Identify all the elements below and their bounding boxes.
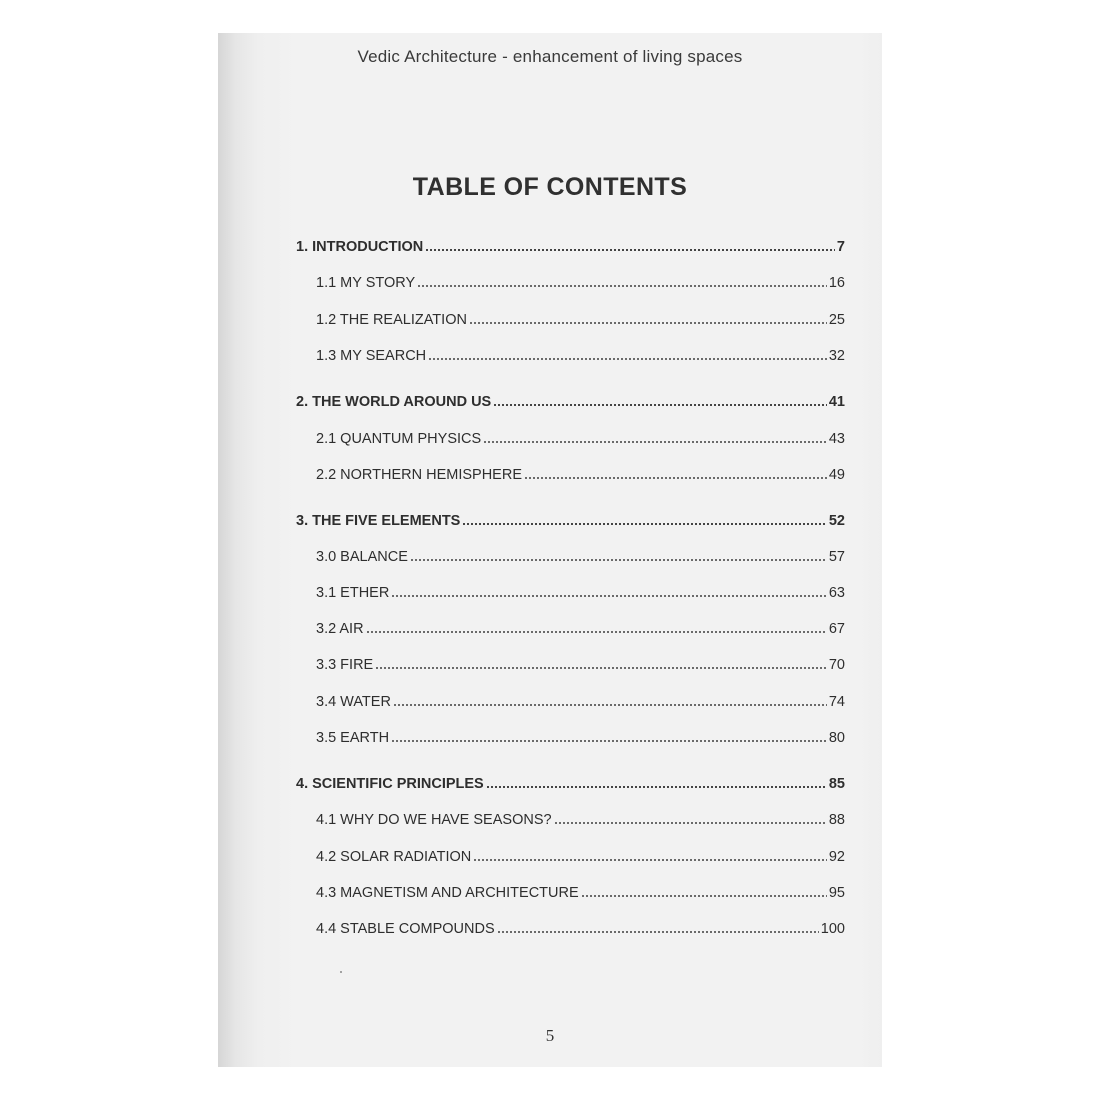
toc-chapter-entry <box>296 388 845 410</box>
dot-leader <box>493 404 827 406</box>
toc-entry-label: 4. SCIENTIFIC PRINCIPLES <box>296 776 484 792</box>
toc-entry-page: 25 <box>828 312 845 328</box>
print-speck <box>340 971 342 973</box>
toc-entry-page: 63 <box>828 585 845 601</box>
toc-entry-label: 1.2 THE REALIZATION <box>316 312 467 328</box>
toc-entry-label: 3.5 EARTH <box>316 730 390 746</box>
dot-leader <box>366 631 827 633</box>
toc-entry-page: 67 <box>828 621 845 637</box>
toc-subsection-entry <box>316 269 845 291</box>
toc-entry-page: 41 <box>828 394 845 410</box>
toc-entry-page: 43 <box>828 431 845 447</box>
dot-leader <box>428 358 827 360</box>
toc-subsection-entry <box>316 615 845 637</box>
toc-subsection-entry <box>316 425 845 447</box>
toc-entry-label: 3. THE FIVE ELEMENTS <box>296 513 461 529</box>
book-page <box>218 33 882 1067</box>
toc-entry-page: 100 <box>820 921 845 937</box>
page-number: 5 <box>545 1026 555 1045</box>
toc-subsection-entry <box>316 342 845 364</box>
dot-leader <box>497 931 819 933</box>
toc-chapter-entry <box>296 770 845 792</box>
dot-leader <box>393 704 827 706</box>
toc-entry-label: 3.0 BALANCE <box>316 549 408 565</box>
toc-title: TABLE OF CONTENTS <box>412 173 688 201</box>
toc-subsection-entry <box>316 879 845 901</box>
toc-entry-page: 57 <box>828 549 845 565</box>
toc-entry-label: 4.3 MAGNETISM AND ARCHITECTURE <box>316 885 579 901</box>
toc-subsection-entry <box>316 724 845 746</box>
dot-leader <box>391 595 827 597</box>
toc-entry-label: 3.4 WATER <box>316 694 391 710</box>
toc-entry-page: 92 <box>828 849 845 865</box>
toc-entry-page: 88 <box>828 812 845 828</box>
toc-entry-label: 4.1 WHY DO WE HAVE SEASONS? <box>316 812 552 828</box>
dot-leader <box>483 441 827 443</box>
dot-leader <box>524 477 827 479</box>
toc-chapter-entry <box>296 233 845 255</box>
dot-leader <box>425 249 835 251</box>
toc-entry-label: 4.4 STABLE COMPOUNDS <box>316 921 495 937</box>
toc-entry-page: 74 <box>828 694 845 710</box>
dot-leader <box>462 523 827 525</box>
toc-entry-page: 85 <box>828 776 845 792</box>
toc-entry-label: 1. INTRODUCTION <box>296 239 424 255</box>
dot-leader <box>554 822 827 824</box>
dot-leader <box>417 285 827 287</box>
toc-subsection-entry <box>316 651 845 673</box>
toc-entry-page: 16 <box>828 275 845 291</box>
toc-entry-page: 80 <box>828 730 845 746</box>
toc-entry-page: 49 <box>828 467 845 483</box>
toc-subsection-entry <box>316 915 845 937</box>
toc-subsection-entry <box>316 461 845 483</box>
toc-entry-label: 3.2 AIR <box>316 621 364 637</box>
dot-leader <box>410 559 827 561</box>
toc-entry-label: 3.3 FIRE <box>316 657 374 673</box>
toc-entry-page: 70 <box>828 657 845 673</box>
toc-entry-label: 1.1 MY STORY <box>316 275 416 291</box>
toc-subsection-entry <box>316 306 845 328</box>
dot-leader <box>473 859 827 861</box>
toc-entry-page: 32 <box>828 348 845 364</box>
toc-entry-page: 95 <box>828 885 845 901</box>
toc-subsection-entry <box>316 543 845 565</box>
toc-entry-label: 3.1 ETHER <box>316 585 390 601</box>
toc-entry-label: 1.3 MY SEARCH <box>316 348 427 364</box>
toc-entry-label: 2.1 QUANTUM PHYSICS <box>316 431 482 447</box>
toc-chapter-entry <box>296 507 845 529</box>
dot-leader <box>375 667 827 669</box>
toc-entry-label: 4.2 SOLAR RADIATION <box>316 849 472 865</box>
running-header: Vedic Architecture - enhancement of living spaces <box>357 47 743 66</box>
toc-subsection-entry <box>316 843 845 865</box>
toc-subsection-entry <box>316 688 845 710</box>
toc-entry-page: 7 <box>836 239 845 255</box>
toc-subsection-entry <box>316 806 845 828</box>
toc-entry-page: 52 <box>828 513 845 529</box>
dot-leader <box>486 786 827 788</box>
dot-leader <box>581 895 827 897</box>
toc-entry-label: 2.2 NORTHERN HEMISPHERE <box>316 467 522 483</box>
toc-subsection-entry <box>316 579 845 601</box>
toc-entry-label: 2. THE WORLD AROUND US <box>296 394 492 410</box>
dot-leader <box>469 322 827 324</box>
dot-leader <box>391 740 827 742</box>
